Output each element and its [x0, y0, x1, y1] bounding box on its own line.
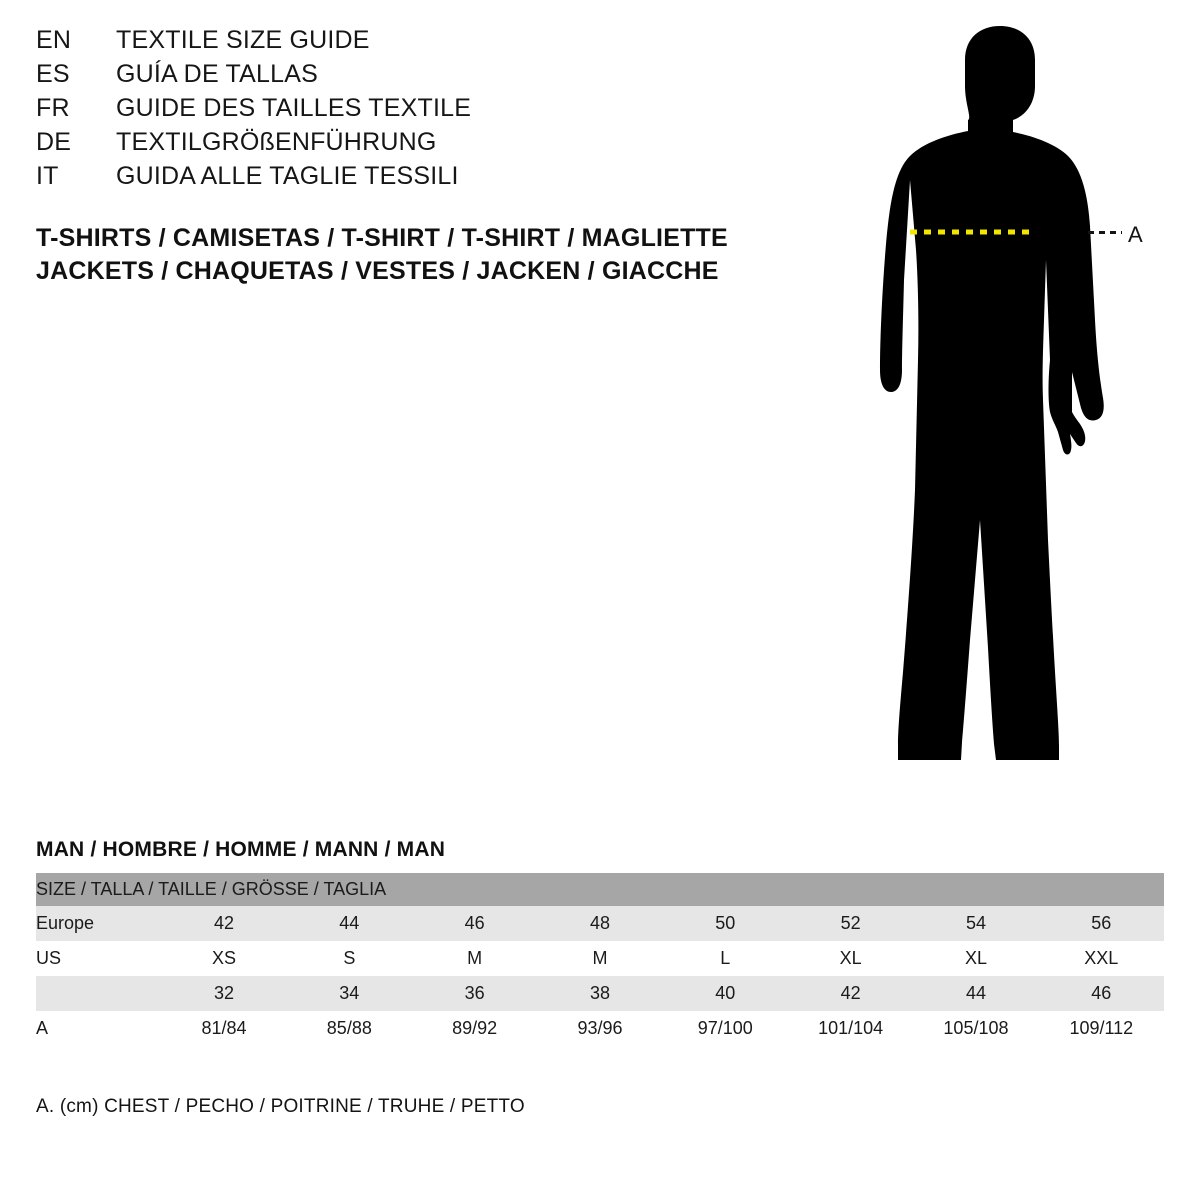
cell: 54	[913, 906, 1038, 941]
cell: 93/96	[537, 1011, 662, 1046]
male-silhouette-icon	[820, 20, 1180, 790]
language-row	[36, 96, 756, 121]
cell: XXL	[1039, 941, 1164, 976]
cell: 36	[412, 976, 537, 1011]
cell: 38	[537, 976, 662, 1011]
cell: 34	[287, 976, 412, 1011]
category-block	[36, 222, 836, 288]
measure-label-a: A	[1128, 222, 1143, 247]
cell: 97/100	[663, 1011, 788, 1046]
cell: 48	[537, 906, 662, 941]
cell: 40	[663, 976, 788, 1011]
cell: 56	[1039, 906, 1164, 941]
cell: M	[537, 941, 662, 976]
cell: 81/84	[161, 1011, 286, 1046]
language-code: IT	[36, 162, 59, 190]
row-label: Europe	[36, 906, 161, 941]
language-title: TEXTILE SIZE GUIDE	[116, 26, 370, 54]
language-title: TEXTILGRÖßENFÜHRUNG	[116, 128, 437, 156]
language-title: GUÍA DE TALLAS	[116, 60, 318, 88]
table-section-title: MAN / HOMBRE / HOMME / MANN / MAN	[36, 838, 446, 861]
size-table	[36, 873, 1164, 1046]
size-table-block	[36, 838, 1164, 1046]
cell: 42	[788, 976, 913, 1011]
cell: XL	[913, 941, 1038, 976]
language-code: DE	[36, 128, 72, 156]
cell: 101/104	[788, 1011, 913, 1046]
cell: 44	[913, 976, 1038, 1011]
cell: 109/112	[1039, 1011, 1164, 1046]
table-header-label: SIZE / TALLA / TAILLE / GRÖSSE / TAGLIA	[36, 873, 1164, 906]
table-header-row	[36, 873, 1164, 906]
table-row	[36, 906, 1164, 941]
cell: 44	[287, 906, 412, 941]
language-code: EN	[36, 26, 72, 54]
category-jackets: JACKETS / CHAQUETAS / VESTES / JACKEN / GIACCHE	[36, 257, 719, 285]
cell: S	[287, 941, 412, 976]
language-code: FR	[36, 94, 70, 122]
cell: XS	[161, 941, 286, 976]
language-title: GUIDE DES TAILLES TEXTILE	[116, 94, 472, 122]
language-row	[36, 130, 756, 155]
cell: 32	[161, 976, 286, 1011]
cell: 85/88	[287, 1011, 412, 1046]
table-row	[36, 941, 1164, 976]
row-label: US	[36, 941, 161, 976]
cell: 46	[412, 906, 537, 941]
cell: 42	[161, 906, 286, 941]
language-header-block	[36, 28, 756, 198]
body-figure	[820, 20, 1180, 790]
language-title: GUIDA ALLE TAGLIE TESSILI	[116, 162, 459, 190]
category-tshirts: T-SHIRTS / CAMISETAS / T-SHIRT / T-SHIRT / MAGLIETTE	[36, 224, 728, 252]
footnote: A. (cm) CHEST / PECHO / POITRINE / TRUHE / PETTO	[36, 1096, 525, 1117]
cell: 46	[1039, 976, 1164, 1011]
row-label	[36, 976, 161, 1011]
cell: M	[412, 941, 537, 976]
language-code: ES	[36, 60, 70, 88]
language-row	[36, 28, 756, 53]
row-label: A	[36, 1011, 161, 1046]
measure-leader-line	[1088, 231, 1122, 234]
cell: 105/108	[913, 1011, 1038, 1046]
cell: 52	[788, 906, 913, 941]
table-row	[36, 1011, 1164, 1046]
table-row	[36, 976, 1164, 1011]
cell: L	[663, 941, 788, 976]
cell: XL	[788, 941, 913, 976]
cell: 89/92	[412, 1011, 537, 1046]
cell: 50	[663, 906, 788, 941]
language-row	[36, 62, 756, 87]
language-row	[36, 164, 756, 189]
